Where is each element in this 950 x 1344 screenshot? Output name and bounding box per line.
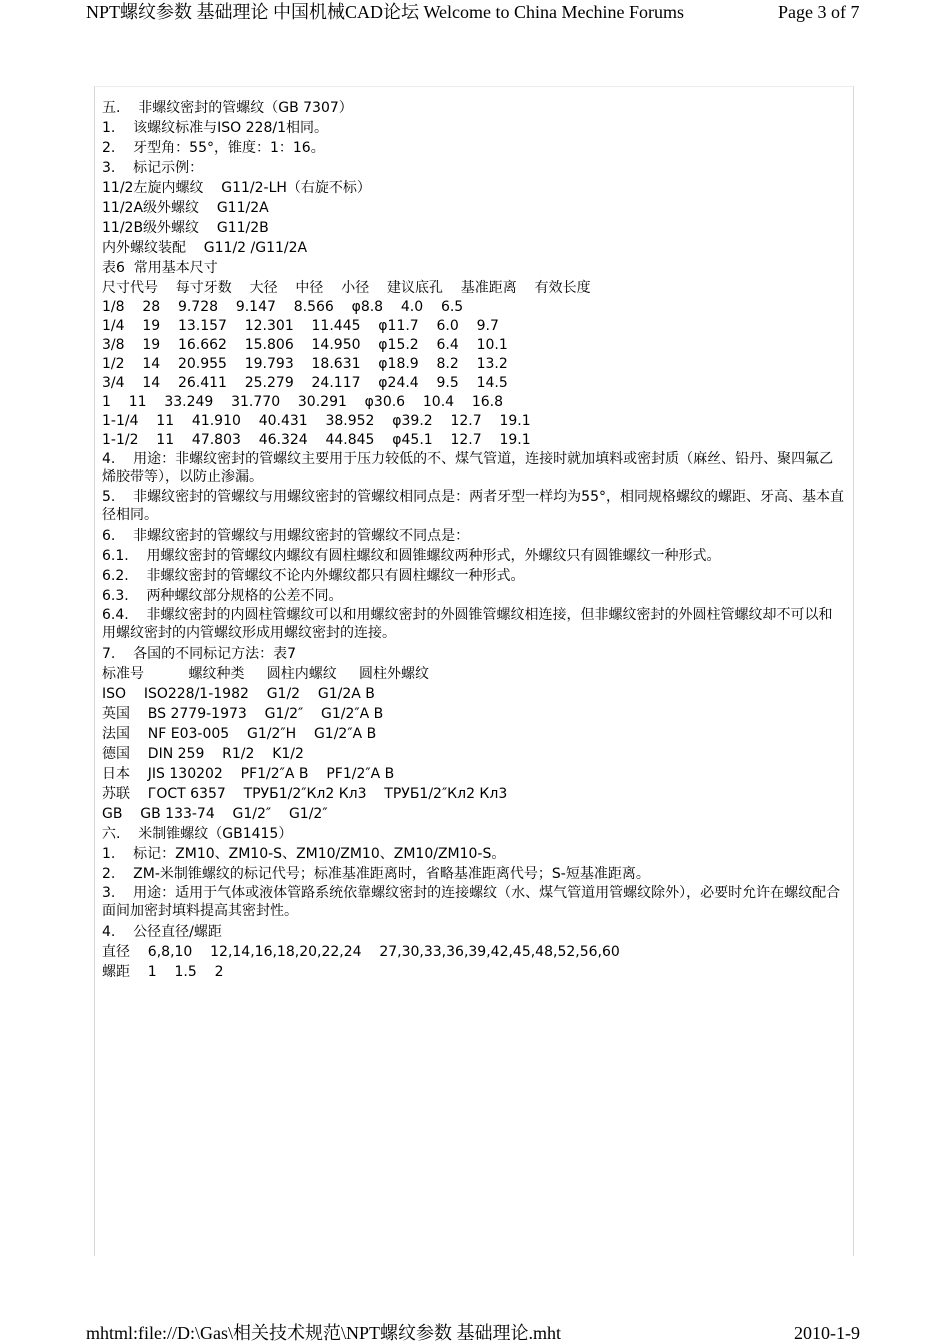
table-caption: 表6 常用基本尺寸 [102, 260, 218, 276]
table-row: GB GB 133-74 G1/2″ G1/2″ [102, 806, 328, 822]
document-body [102, 98, 846, 982]
table-header-row: 尺寸代号 每寸牙数 大径 中径 小径 建议底孔 基准距离 有效长度 [102, 280, 591, 296]
text-line: 内外螺纹装配 G11/2 /G11/2A [102, 240, 308, 256]
footer-date: 2010-1-9 [794, 1323, 860, 1343]
text-line: 6.2. 非螺纹密封的管螺纹不论内外螺纹都只有圆柱螺纹一种形式。 [102, 568, 525, 584]
header-title: NPT螺纹参数 基础理论 中国机械CAD论坛 Welcome to China Mechine Forums [86, 2, 685, 22]
table-row: 德国 DIN 259 R1/2 K1/2 [102, 746, 304, 762]
text-line: 11/2A级外螺纹 G11/2A [102, 200, 269, 216]
table-row: ISO ISO228/1-1982 G1/2 G1/2A B [102, 686, 375, 702]
footer-file-path: mhtml:file://D:\Gas\相关技术规范\NPT螺纹参数 基础理论.mht [86, 1323, 561, 1343]
table-row: 1-1/2 11 47.803 46.324 44.845 φ45.1 12.7 19.1 [102, 432, 531, 448]
table-row: 3/8 19 16.662 15.806 14.950 φ15.2 6.4 10.1 [102, 337, 508, 353]
page-number: Page 3 of 7 [778, 2, 860, 22]
table-row: 苏联 ГОСТ 6357 ТРУБ1/2″Кл2 Кл3 ТРУБ1/2″Кл2 Кл3 [102, 786, 508, 802]
table-row: 法国 NF E03-005 G1/2″H G1/2″A B [102, 726, 377, 742]
table-row: 日本 JIS 130202 PF1/2″A B PF1/2″A B [102, 766, 395, 782]
text-line: 11/2B级外螺纹 G11/2B [102, 220, 269, 236]
table-row: 1 11 33.249 31.770 30.291 φ30.6 10.4 16.8 [102, 394, 504, 410]
table-row: 1-1/4 11 41.910 40.431 38.952 φ39.2 12.7 19.1 [102, 413, 531, 429]
text-line: 11/2左旋内螺纹 G11/2-LH（右旋不标） [102, 180, 371, 196]
text-line: 3. 标记示例： [102, 160, 204, 176]
paragraph: 4. 用途：非螺纹密封的管螺纹主要用于压力较低的不、煤气管道，连接时就加填料或密封质（麻丝、铅丹、聚四氟乙烯胶带等），以防止渗漏。 [102, 451, 834, 485]
table-row: 3/4 14 26.411 25.279 24.117 φ24.4 9.5 14.5 [102, 375, 508, 391]
paragraph: 3. 用途：适用于气体或液体管路系统依靠螺纹密封的连接螺纹（水、煤气管道用管螺纹除外），必要时允许在螺纹配合面间加密封填料提高其密封性。 [102, 885, 841, 919]
table-row: 螺距 1 1.5 2 [102, 964, 224, 980]
table-header-row: 标准号 螺纹种类 圆柱内螺纹 圆柱外螺纹 [102, 666, 430, 682]
text-line: 7. 各国的不同标记方法：表7 [102, 646, 297, 662]
table-row: 1/8 28 9.728 9.147 8.566 φ8.8 4.0 6.5 [102, 299, 464, 315]
table-row: 英国 BS 2779-1973 G1/2″ G1/2″A B [102, 706, 384, 722]
section-heading: 六. 米制锥螺纹（GB1415） [102, 826, 293, 842]
text-line: 1. 该螺纹标准与ISO 228/1相同。 [102, 120, 328, 136]
text-line: 2. ZM-米制锥螺纹的标记代号；标准基准距离时，省略基准距离代号；S-短基准距离。 [102, 866, 650, 882]
paragraph: 5. 非螺纹密封的管螺纹与用螺纹密封的管螺纹相同点是：两者牙型一样均为55°，相同规格螺纹的螺距、牙高、基本直径相同。 [102, 489, 844, 523]
table-row: 1/2 14 20.955 19.793 18.631 φ18.9 8.2 13.2 [102, 356, 508, 372]
text-line: 6. 非螺纹密封的管螺纹与用螺纹密封的管螺纹不同点是： [102, 528, 470, 544]
text-line: 2. 牙型角：55°，锥度：1：16。 [102, 140, 325, 156]
paragraph: 6.4. 非螺纹密封的内圆柱管螺纹可以和用螺纹密封的外圆锥管螺纹相连接，但非螺纹密封的外圆柱管螺纹却不可以和用螺纹密封的内管螺纹形成用螺纹密封的连接。 [102, 607, 833, 641]
section-heading: 五. 非螺纹密封的管螺纹（GB 7307） [102, 100, 353, 116]
table-row: 直径 6,8,10 12,14,16,18,20,22,24 27,30,33,36,39,42,45,48,52,56,60 [102, 944, 620, 960]
text-line: 4. 公径直径/螺距 [102, 924, 222, 940]
table-row: 1/4 19 13.157 12.301 11.445 φ11.7 6.0 9.7 [102, 318, 499, 334]
text-line: 6.1. 用螺纹密封的管螺纹内螺纹有圆柱螺纹和圆锥螺纹两种形式，外螺纹只有圆锥螺纹一种形式。 [102, 548, 721, 564]
text-line: 1. 标记：ZM10、ZM10-S、ZM10/ZM10、ZM10/ZM10-S。 [102, 846, 506, 862]
text-line: 6.3. 两种螺纹部分规格的公差不同。 [102, 588, 343, 604]
